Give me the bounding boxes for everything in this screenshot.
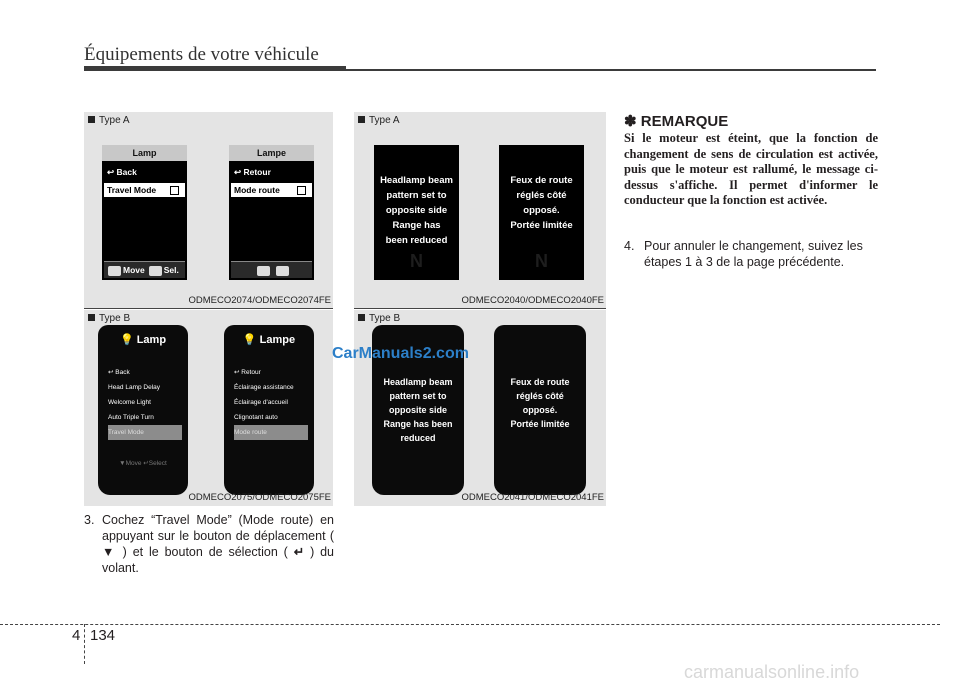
lcd-screen-english xyxy=(102,145,187,280)
page-number: 134 xyxy=(90,627,116,644)
page-header-title: Équipements de votre véhicule xyxy=(84,44,319,65)
message-line: Headlamp beam xyxy=(380,175,453,186)
enter-icon: ↵ xyxy=(293,545,305,559)
menu-item: ↩ Back xyxy=(108,369,130,376)
cluster-message-french xyxy=(494,325,586,495)
message-line: opposé. xyxy=(522,405,558,415)
screen-title: 💡 Lampe xyxy=(242,334,296,346)
message-text xyxy=(374,375,462,445)
figure-code: ODMECO2075/ODMECO2075FE xyxy=(188,492,331,503)
note-paragraph: Si le moteur est éteint, que la fonction de changement de sens de circulation est activée, puis que le moteur est rallumé, le message ci-dessus s'affiche. Il permet d'informer le conducteur que la fonction est activée. xyxy=(624,131,878,207)
message-line: pattern set to xyxy=(389,391,447,401)
step-text: Cochez “Travel Mode” (Mode route) en appuyant sur le bouton de déplacement ( ▼ ) et le bouton de sélection ( ↵ ) du volant. xyxy=(102,513,335,575)
menu-list xyxy=(234,365,308,440)
type-label: Type A xyxy=(88,115,130,126)
screen-row-selected: Mode route xyxy=(231,183,312,197)
menu-item: Éclairage d'accueil xyxy=(234,399,288,406)
menu-item: Head Lamp Delay xyxy=(108,384,161,391)
gear-ghost-icon: N xyxy=(535,251,548,271)
screen-bottom-bar xyxy=(231,261,312,278)
message-line: réglés côté xyxy=(516,391,564,401)
screen-title: Lampe xyxy=(229,145,314,161)
enter-key-icon xyxy=(276,266,289,276)
message-line: opposite side xyxy=(385,205,448,216)
message-line: opposite side xyxy=(388,405,447,415)
figure-separator xyxy=(354,308,606,309)
figure-code: ODMECO2040/ODMECO2040FE xyxy=(461,295,604,306)
menu-item: Auto Triple Turn xyxy=(108,414,154,421)
type-label: Type B xyxy=(358,313,400,324)
figure-separator xyxy=(84,308,333,309)
message-screen-french xyxy=(499,145,584,280)
menu-item: Mode route xyxy=(234,425,308,440)
footer-rule xyxy=(0,624,940,625)
step-number: 4. xyxy=(624,239,635,253)
header-rule-thick xyxy=(84,66,346,71)
down-key-icon xyxy=(108,266,121,276)
message-line: Feux de route xyxy=(510,377,570,387)
footer-divider xyxy=(84,624,85,664)
lcd-screen-french xyxy=(229,145,314,280)
menu-item: Welcome Light xyxy=(108,399,151,406)
header-rule-thin xyxy=(346,69,876,71)
enter-key-icon xyxy=(149,266,162,276)
figure-top-right xyxy=(354,112,606,308)
message-screen-english xyxy=(374,145,459,280)
step-number: 3. xyxy=(84,513,95,527)
figure-bottom-left xyxy=(84,310,333,506)
message-line: Portée limitée xyxy=(510,220,573,231)
menu-item: Éclairage assistance xyxy=(234,384,294,391)
message-text xyxy=(501,173,582,233)
message-line: Range has been xyxy=(383,419,453,429)
type-label: Type A xyxy=(358,115,400,126)
message-line: been reduced xyxy=(385,235,448,246)
checkbox-icon xyxy=(170,186,179,195)
down-arrow-icon: ▼ xyxy=(102,545,117,559)
bulb-icon: 💡 xyxy=(242,334,257,346)
message-line: réglés côté xyxy=(516,190,567,201)
message-line: Portée limitée xyxy=(510,419,570,429)
message-line: Headlamp beam xyxy=(383,377,453,387)
figure-top-left xyxy=(84,112,333,308)
screen-title: 💡 Lamp xyxy=(119,334,167,346)
figure-code: ODMECO2074/ODMECO2074FE xyxy=(188,295,331,306)
menu-list xyxy=(108,365,182,440)
message-line: Range has xyxy=(392,220,441,231)
figure-code: ODMECO2041/ODMECO2041FE xyxy=(461,492,604,503)
screen-bottom-bar: Move Sel. xyxy=(104,261,185,278)
site-watermark: carmanualsonline.info xyxy=(684,662,860,682)
screen-footer: ▼Move ↵Select xyxy=(119,460,167,467)
message-text xyxy=(376,173,457,248)
down-key-icon xyxy=(257,266,270,276)
cluster-screen-french xyxy=(224,325,314,495)
type-label: Type B xyxy=(88,313,130,324)
message-line: reduced xyxy=(400,433,436,443)
bulb-icon: 💡 xyxy=(119,334,134,346)
menu-item: Travel Mode xyxy=(108,425,182,440)
screen-title: Lamp xyxy=(102,145,187,161)
section-number: 4 xyxy=(72,627,81,644)
menu-item: Clignotant auto xyxy=(234,414,278,421)
cluster-screen-english xyxy=(98,325,188,495)
step-4 xyxy=(624,238,880,270)
screen-row-back: ↩ Back xyxy=(107,167,137,177)
menu-item: ↩ Retour xyxy=(234,369,261,376)
step-3 xyxy=(84,512,334,576)
message-text xyxy=(496,375,584,431)
message-line: Feux de route xyxy=(510,175,573,186)
message-line: opposé. xyxy=(523,205,560,216)
gear-ghost-icon: N xyxy=(410,251,423,271)
step-text: Pour annuler le changement, suivez les étapes 1 à 3 de la page précédente. xyxy=(644,239,863,269)
checkbox-icon xyxy=(297,186,306,195)
screen-row-back: ↩ Retour xyxy=(234,167,271,177)
watermark-text: CarManuals2.com xyxy=(332,345,469,362)
screen-row-selected: Travel Mode xyxy=(104,183,185,197)
figure-bottom-right xyxy=(354,310,606,506)
note-star-icon: ✽ xyxy=(624,113,637,130)
message-line: pattern set to xyxy=(386,190,447,201)
note-heading: ✽ REMARQUE xyxy=(624,113,729,130)
